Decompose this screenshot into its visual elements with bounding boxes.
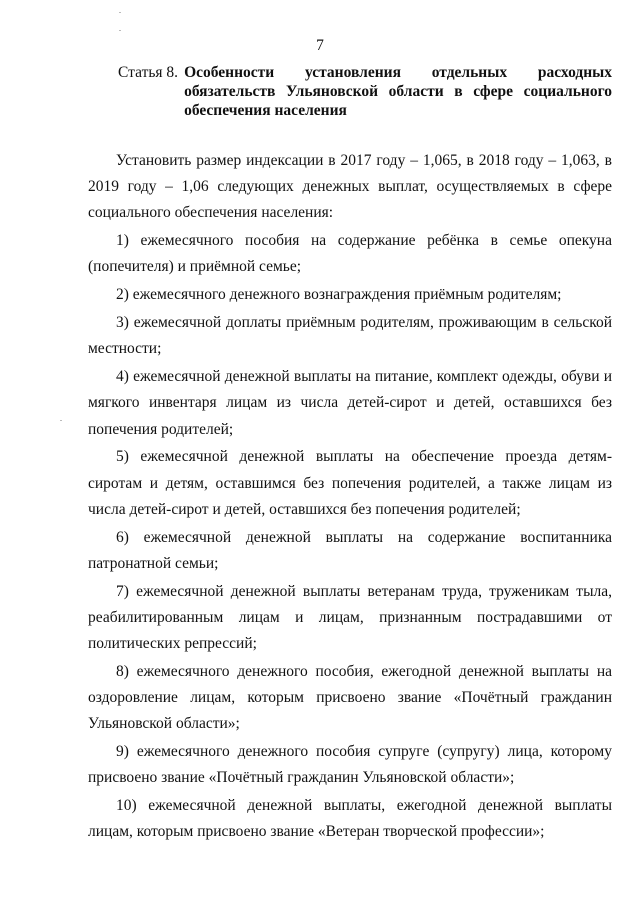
list-item-5: 5) ежемесячной денежной выплаты на обеспечение проезда детям-сиротам и детям, оставшимся без попечения родителей, а также лицам из числа детей-сирот и детей, оставшихся без попечения родителей; [88,448,612,518]
article-label: Статья 8. [118,64,179,81]
list-item-2: 2) ежемесячного денежного вознаграждения приёмным родителям; [116,286,562,304]
article-title: Особенности установления отдельных расходных обязательств Ульяновской области в сфере социального обеспечения населения [184,64,612,119]
list-item-10: 10) ежемесячной денежной выплаты, ежегодной денежной выплаты лицам, которым присвоено звание «Ветеран творческой профессии»; [88,797,612,841]
list-item-3: 3) ежемесячной доплаты приёмным родителям, проживающим в сельской местности; [88,314,612,358]
list-item-7: 7) ежемесячной денежной выплаты ветеранам труда, труженикам тыла, реабилитированным лицам и лицам, признанным пострадавшими от политических репрессий; [88,582,612,652]
scan-speck [119,30,121,31]
scan-speck [119,12,121,13]
list-item-6: 6) ежемесячной денежной выплаты на содержание воспитанника патронатной семьи; [88,528,612,572]
article-body [88,148,612,847]
list-item-1: 1) ежемесячного пособия на содержание ребёнка в семье опекуна (попечителя) и приёмной семье; [88,232,612,276]
intro-paragraph: Установить размер индексации в 2017 году – 1,065, в 2018 году – 1,063, в 2019 году – 1,06 следующих денежных выплат, осуществляемых в сфере социального обеспечения населения: [88,152,612,222]
article-heading [118,63,612,120]
page-number: 7 [316,37,324,54]
list-item-8: 8) ежемесячного денежного пособия, ежегодной денежной выплаты на оздоровление лицам, которым присвоено звание «Почётный гражданин Ульяновской области»; [88,662,612,733]
list-item-9: 9) ежемесячного денежного пособия супруге (супругу) лица, которому присвоено звание «Почётный гражданин Ульяновской области»; [88,743,612,787]
list-item-4: 4) ежемесячной денежной выплаты на питание, комплект одежды, обуви и мягкого инвентаря лицам из числа детей-сирот и детей, оставшихся без попечения родителей; [88,368,612,438]
scan-speck [60,420,62,421]
